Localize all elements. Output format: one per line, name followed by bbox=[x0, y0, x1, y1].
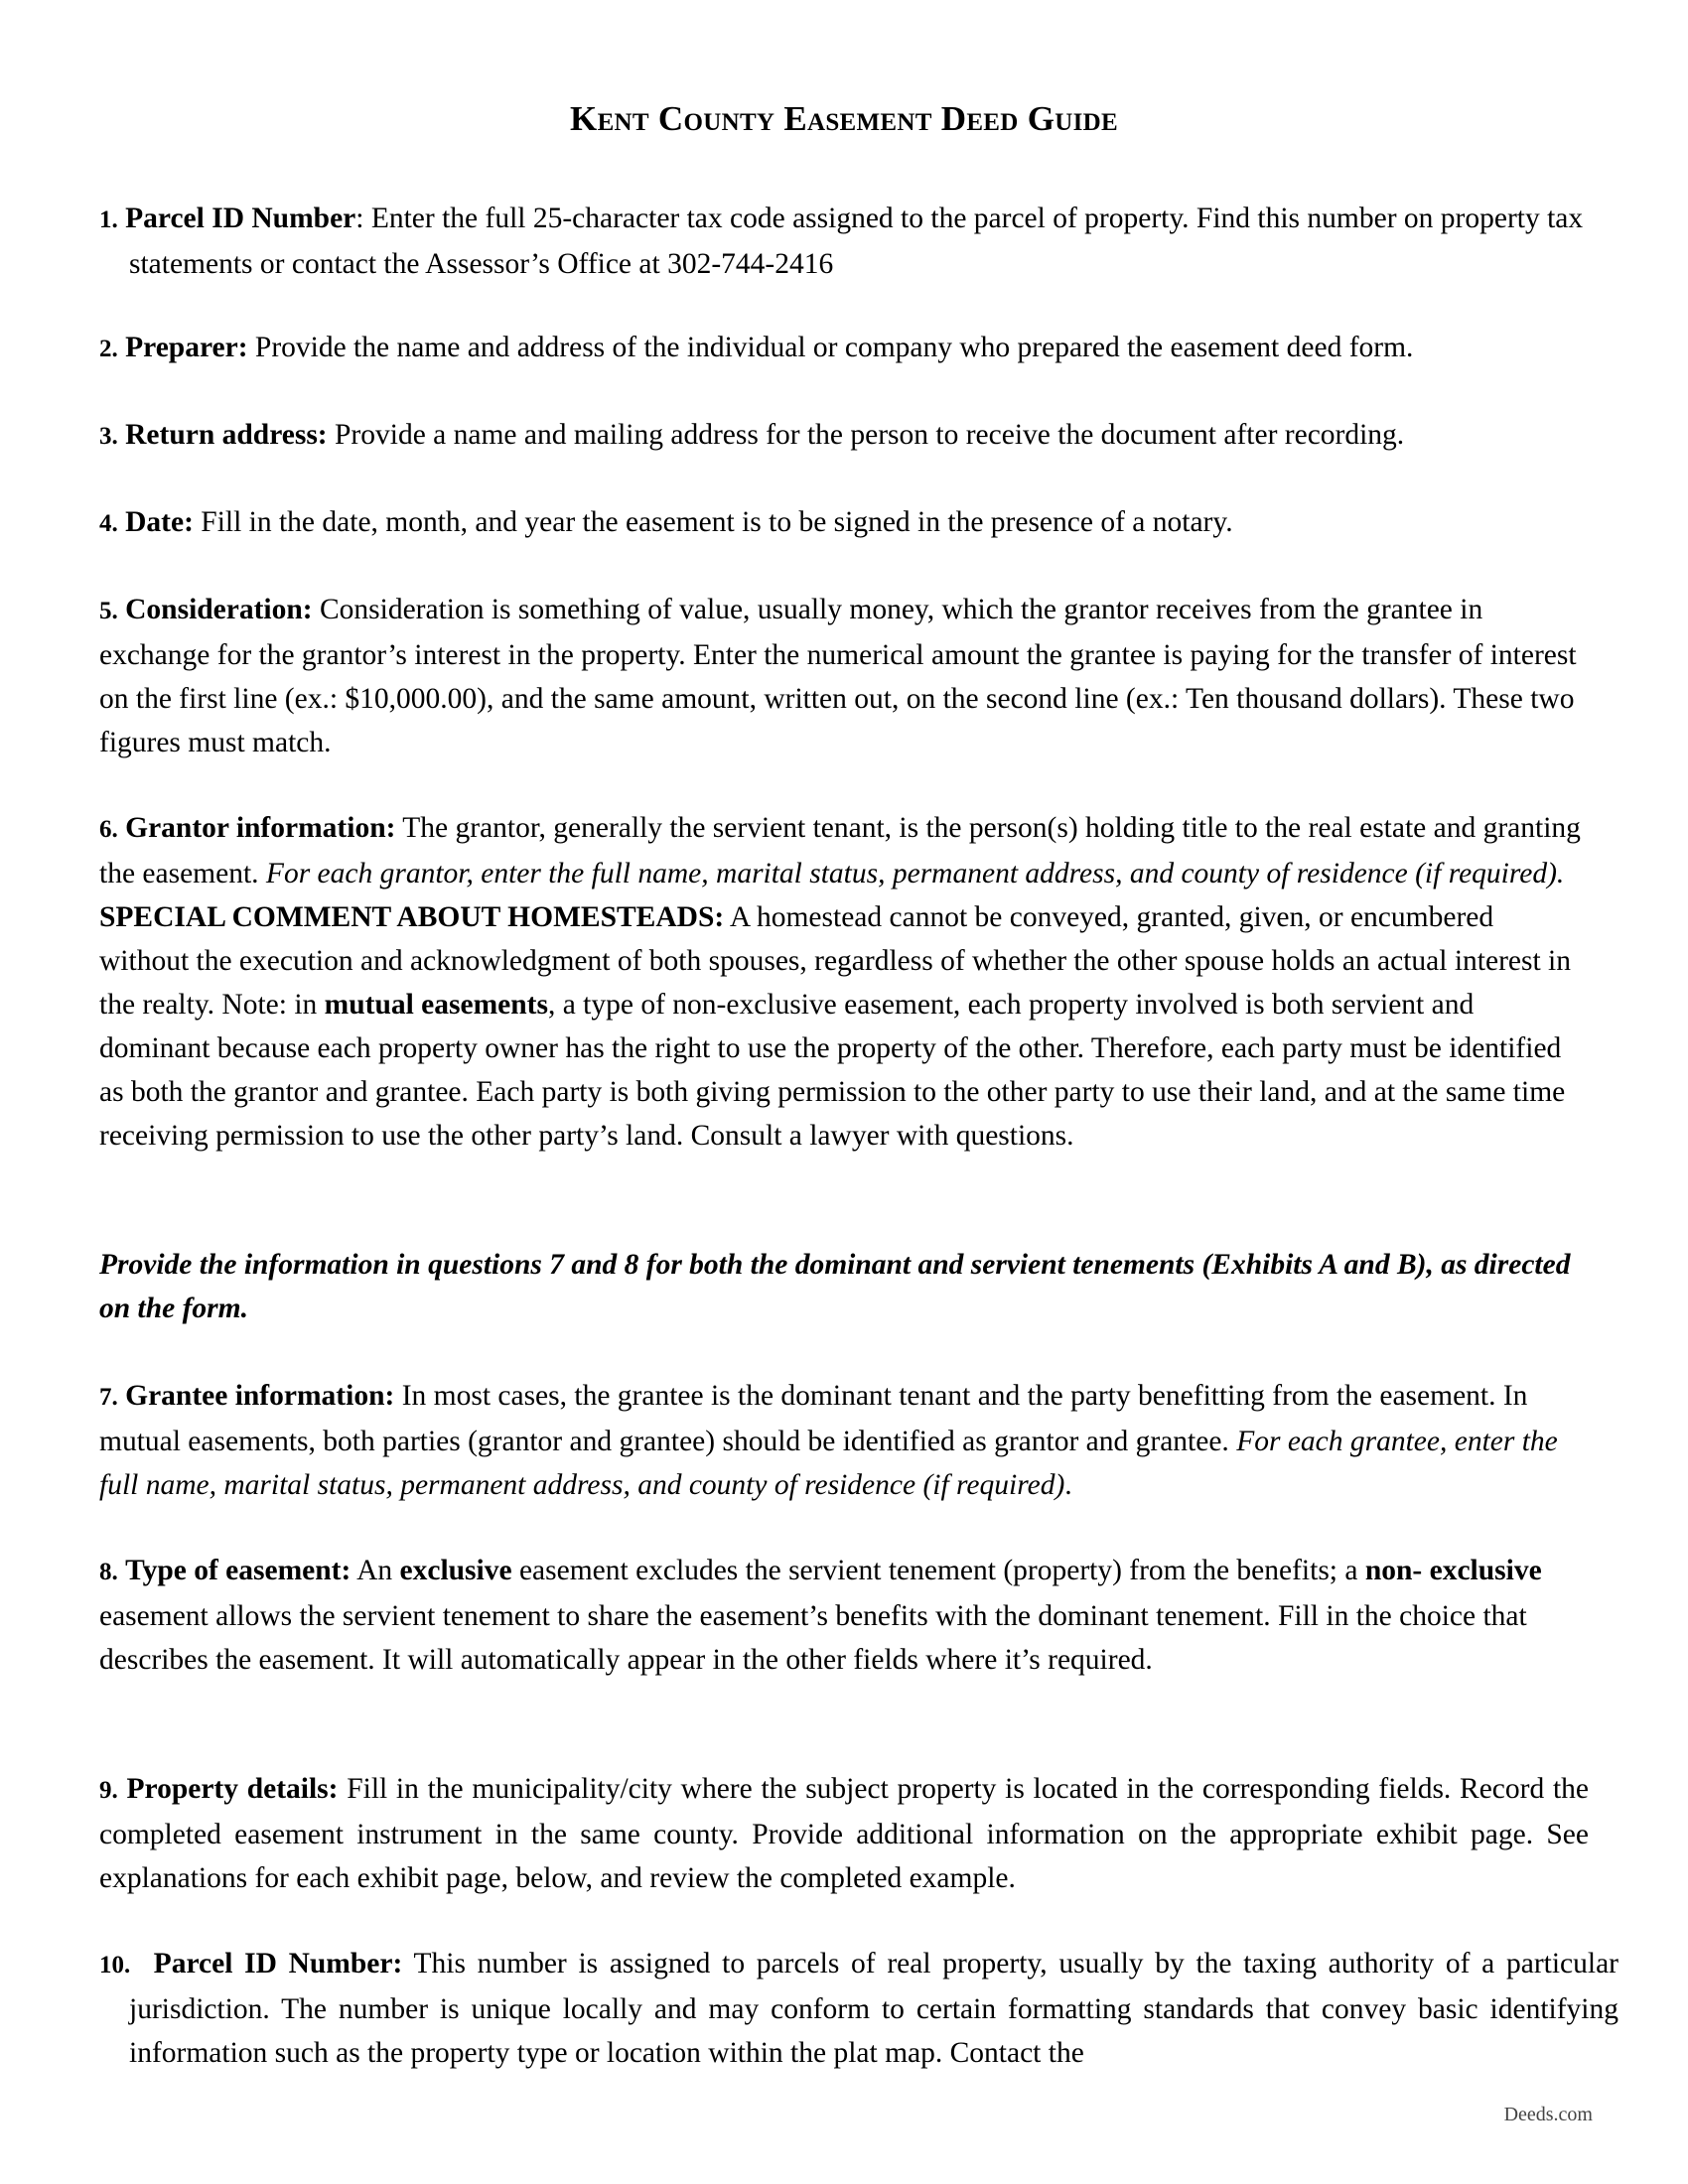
guide-item-8 bbox=[99, 1549, 1589, 1682]
item-text: easement allows the servient tenement to share the easement’s benefits with the dominant tenement. Fill in the choice that describes the easement. It will automatically appear in the other fields where it’s required. bbox=[99, 1600, 1527, 1676]
footer-brand: Deeds.com bbox=[1503, 2104, 1593, 2125]
guide-item-3 bbox=[99, 413, 1589, 459]
item-text: Fill in the date, month, and year the easement is to be signed in the presence of a notary. bbox=[193, 506, 1233, 538]
item-italic-instruction: For each grantee, enter the full name, marital status, permanent address, and county of residence (if required) bbox=[99, 1426, 1558, 1501]
item-label: Type of easement: bbox=[125, 1555, 352, 1586]
item-label: Property details: bbox=[126, 1773, 339, 1805]
item-text: easement excludes the servient tenement (property) from the benefits; a bbox=[511, 1555, 1365, 1586]
item-text: In most cases, the grantee is the dominant tenant and the party benefitting from the easement. In mutual easements, both parties (grantor and grantee) should be identified as grantor and grantee. bbox=[99, 1380, 1528, 1457]
item-text: Fill in the municipality/city where the subject property is located in the corresponding fields. Record the completed easement instrument in the same county. Provide additional information on the appropriate exhibit page. See explanations for each exhibit page, below, and review the completed example. bbox=[99, 1773, 1589, 1894]
exhibits-note: Provide the information in questions 7 and 8 for both the dominant and servient tenements (Exhibits A and B), as directed on the form. bbox=[99, 1249, 1571, 1324]
item-text: , a type of non-exclusive easement, each property involved is both servient and dominant because each property owner has the right to use the property of the other. Therefore, each party must be identified as both the grantor and grantee. Each party is both giving permission to the other party to use their land, and at the same time receiving permission to use the other party’s land. Consult a lawyer with questions. bbox=[99, 989, 1566, 1152]
item-text-end: . bbox=[1064, 1469, 1072, 1501]
item-number: 1. bbox=[99, 206, 118, 233]
item-text: : Enter the full 25-character tax code assigned to the parcel of property. Find this number on property tax statements or contact the Assessor’s Office at 302-744-2416 bbox=[129, 203, 1584, 280]
item-text: An bbox=[351, 1555, 400, 1586]
item-label: Preparer: bbox=[125, 332, 248, 363]
item-number: 4. bbox=[99, 510, 118, 537]
item-label: Consideration: bbox=[125, 594, 313, 625]
guide-item-7 bbox=[99, 1374, 1589, 1507]
item-number: 3. bbox=[99, 423, 118, 450]
exclusive-term: exclusive bbox=[399, 1555, 512, 1586]
item-label: Parcel ID Number: bbox=[153, 1948, 403, 1979]
item-label: Return address: bbox=[125, 419, 328, 451]
guide-item-1 bbox=[99, 197, 1618, 286]
item-number: 7. bbox=[99, 1384, 118, 1411]
item-text: Consideration is something of value, usually money, which the grantor receives from the grantee in exchange for the grantor’s interest in the property. Enter the numerical amount the grantee is paying for the transfer of interest on the first line (ex.: $10,000.00), and the same amount, written out, on the second line (ex.: Ten thousand dollars). These two figures must match. bbox=[99, 594, 1577, 758]
guide-item-2 bbox=[99, 326, 1589, 371]
guide-item-5 bbox=[99, 588, 1589, 764]
guide-item-10 bbox=[99, 1942, 1618, 2075]
item-number: 6. bbox=[99, 816, 118, 843]
item-text: This number is assigned to parcels of real property, usually by the taxing authority of a particular jurisdiction. The number is unique locally and may conform to certain formatting standards that convey basic identifying information such as the property type or location within the plat map. Contact the bbox=[129, 1948, 1618, 2069]
mutual-easements-term: mutual easements bbox=[324, 989, 548, 1021]
item-label: Grantor information: bbox=[125, 812, 396, 844]
item-italic-instruction: For each grantor, enter the full name, marital status, permanent address, and county of residence (if required). bbox=[265, 858, 1565, 889]
item-number: 8. bbox=[99, 1559, 118, 1585]
item-label: Grantee information: bbox=[125, 1380, 395, 1412]
item-label: Parcel ID Number bbox=[125, 203, 356, 234]
non-exclusive-term: non- exclusive bbox=[1364, 1555, 1542, 1586]
item-text: Provide the name and address of the individual or company who prepared the easement deed form. bbox=[247, 332, 1414, 363]
item-label: Date: bbox=[125, 506, 194, 538]
item-number: 2. bbox=[99, 336, 118, 362]
item-text: Provide a name and mailing address for the person to receive the document after recording. bbox=[327, 419, 1405, 451]
item-text: The grantor, generally the servient tenant, is the person(s) holding title to the real estate and granting the easement. bbox=[99, 812, 1581, 889]
item-text: A homestead cannot be conveyed, granted, given, or encumbered without the execution and acknowledgment of both spouses, regardless of whether the other spouse holds an actual interest in the realty. Note: in bbox=[99, 901, 1571, 1021]
item-number: 9. bbox=[99, 1777, 118, 1804]
item-number: 10. bbox=[99, 1952, 131, 1979]
homestead-comment-label: SPECIAL COMMENT ABOUT HOMESTEADS: bbox=[99, 901, 725, 933]
guide-item-6 bbox=[99, 806, 1589, 1158]
page-title: Kent County Easement Deed Guide bbox=[570, 99, 1118, 138]
item-number: 5. bbox=[99, 598, 118, 624]
guide-item-4 bbox=[99, 500, 1589, 546]
guide-item-9 bbox=[99, 1767, 1589, 1900]
